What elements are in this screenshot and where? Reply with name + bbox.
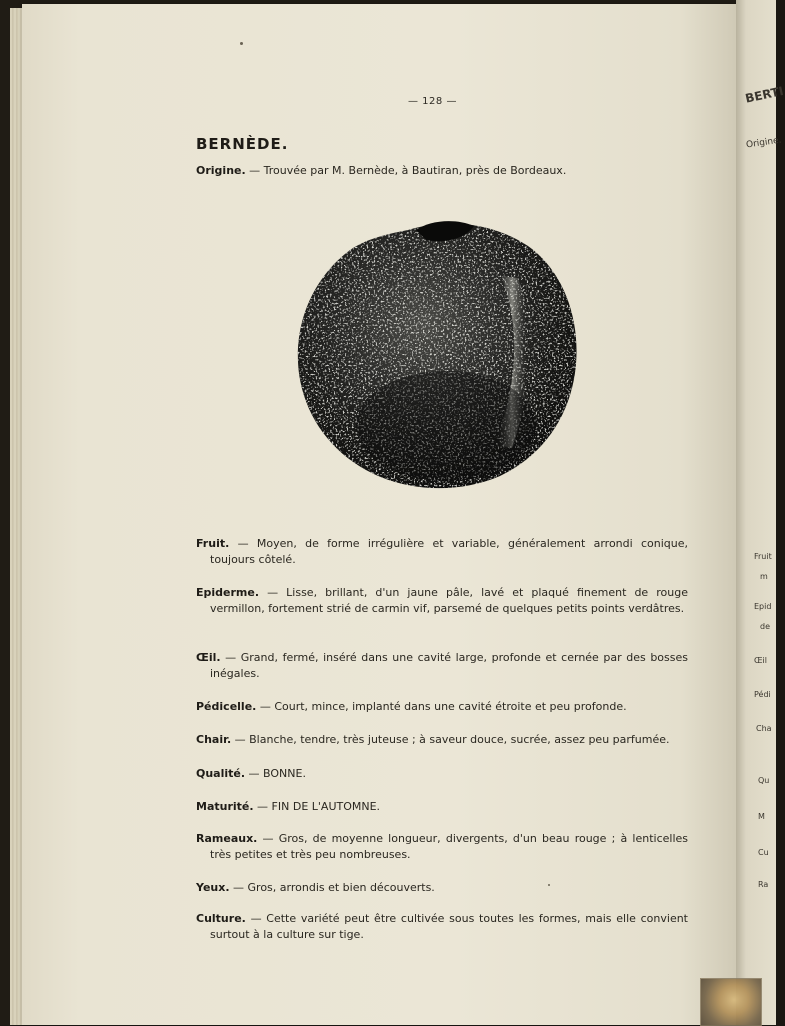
description-oeil: [196, 650, 688, 682]
next-page-fragment: Œil: [754, 656, 768, 665]
next-page-fragment: m: [760, 572, 768, 581]
entry-label: Fruit.: [196, 537, 230, 550]
entry-label: Epiderme.: [196, 586, 260, 599]
page-number: — 128 —: [408, 96, 457, 107]
origin-line: [196, 164, 566, 177]
next-page-fragment: Qu: [758, 776, 770, 785]
entry-text: — Lisse, brillant, d'un jaune pâle, lavé et plaqué finement de rouge vermillon, fortement strié de carmin vif, parsemé de quelques petits points verdâtres.: [210, 586, 688, 615]
origin-text: — Trouvée par M. Bernède, à Bautiran, près de Bordeaux.: [245, 164, 567, 177]
next-page-fragment: Epid: [754, 602, 772, 611]
entry-label: Maturité.: [196, 800, 254, 813]
book-page: [22, 4, 738, 1025]
entry-label: Rameaux.: [196, 832, 258, 845]
next-page-fragment: M: [758, 812, 765, 821]
entry-label: Chair.: [196, 733, 232, 746]
description-pedicelle: [196, 699, 688, 715]
entry-text: — Moyen, de forme irrégulière et variable, généralement arrondi conique, toujours côtelé.: [210, 537, 688, 566]
description-qualite: [196, 766, 688, 782]
next-page-fragment: Fruit: [754, 552, 772, 561]
next-page-heading: BERTI: [744, 83, 785, 106]
description-fruit: [196, 536, 688, 568]
next-page-fragment: Cha: [756, 724, 772, 733]
description-maturite: [196, 799, 688, 815]
entry-text: — FIN DE L'AUTOMNE.: [253, 800, 381, 813]
description-epiderme: [196, 585, 688, 617]
next-page-fragment: de: [760, 622, 770, 631]
entry-text: — Blanche, tendre, très juteuse ; à saveur douce, sucrée, assez peu parfumée.: [231, 733, 670, 746]
fruit-photograph: [296, 216, 578, 490]
next-page-edge: [736, 0, 785, 1025]
entry-label: Qualité.: [196, 767, 246, 780]
watermark-thumbnail: [700, 978, 762, 1026]
origin-label: Origine.: [196, 164, 246, 177]
next-page-fragment: Ra: [758, 880, 769, 889]
entry-label: Yeux.: [196, 881, 230, 894]
description-culture: [196, 911, 688, 943]
description-rameaux: [196, 831, 688, 863]
entry-label: Culture.: [196, 912, 246, 925]
next-page-origin: Origine.: [745, 135, 783, 151]
description-chair: [196, 732, 688, 748]
variety-title: BERNÈDE.: [196, 135, 289, 153]
next-page-fragment: Cu: [758, 848, 769, 857]
entry-label: Œil.: [196, 651, 221, 664]
paper-speck: [240, 42, 243, 45]
entry-text: — Cette variété peut être cultivée sous toutes les formes, mais elle convient surtout à la culture sur tige.: [210, 912, 688, 941]
paper-speck: [548, 884, 550, 886]
entry-text: — Grand, fermé, inséré dans une cavité large, profonde et cernée par des bosses inégales.: [210, 651, 688, 680]
entry-text: — BONNE.: [245, 767, 306, 780]
next-page-fragment: Pédi: [754, 690, 771, 699]
description-yeux: [196, 880, 688, 896]
entry-label: Pédicelle.: [196, 700, 257, 713]
entry-text: — Gros, de moyenne longueur, divergents, d'un beau rouge ; à lenticelles très petites et très peu nombreuses.: [210, 832, 688, 861]
entry-text: — Gros, arrondis et bien découverts.: [229, 881, 435, 894]
entry-text: — Court, mince, implanté dans une cavité étroite et peu profonde.: [256, 700, 627, 713]
